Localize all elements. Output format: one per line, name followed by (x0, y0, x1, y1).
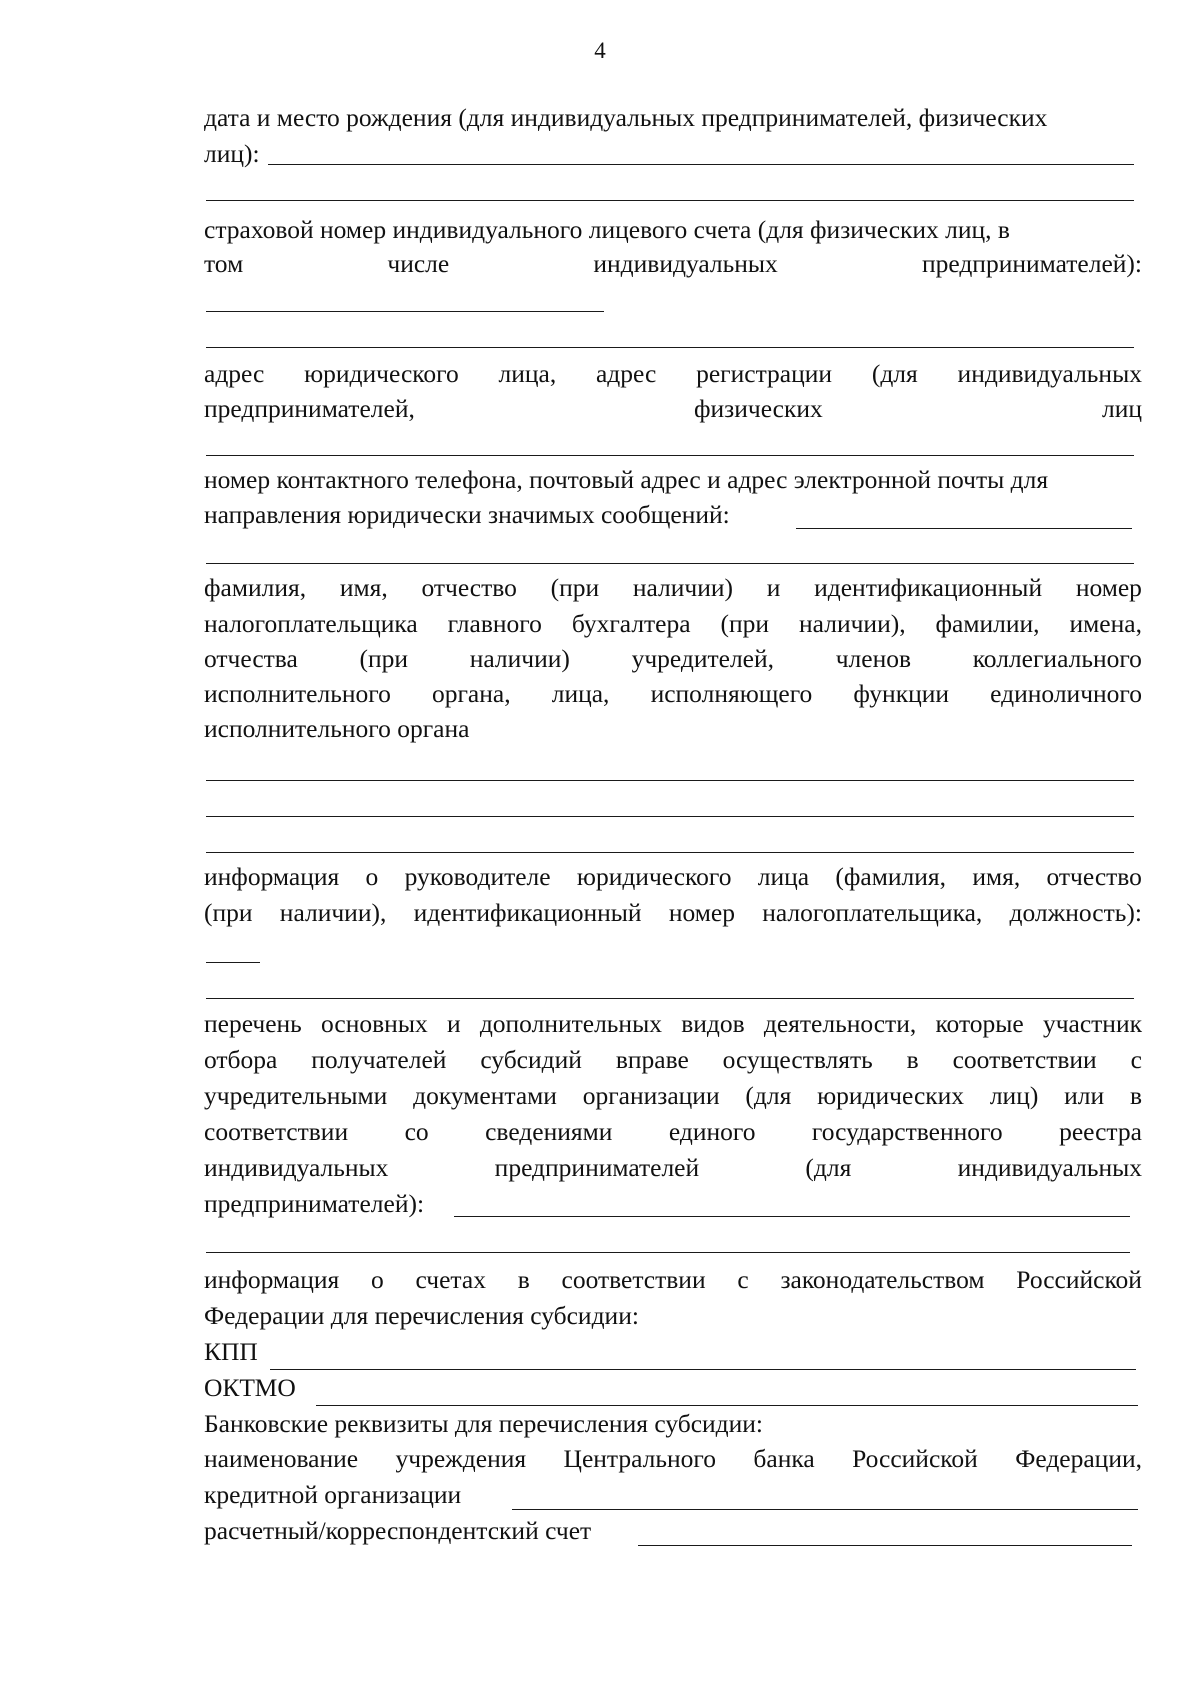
word: со (404, 1117, 429, 1146)
word: имя, (339, 573, 388, 602)
contacts-label-line2: направления юридически значимых сообщений: (204, 500, 730, 529)
activities-label-line3 (204, 1078, 1142, 1114)
word: отчество (1046, 862, 1142, 891)
word: в (1129, 1081, 1142, 1110)
word: адрес (595, 359, 657, 388)
word: отчества (204, 644, 298, 673)
word: единоличного (990, 679, 1142, 708)
word: главного (447, 609, 542, 638)
accountant-label-line4 (204, 676, 1142, 712)
word: юридического (576, 862, 732, 891)
word: юридических (817, 1081, 965, 1110)
word: единого (668, 1117, 756, 1146)
accountant-label-line2 (204, 606, 1142, 642)
word: идентификационный (814, 573, 1043, 602)
word: и (446, 1009, 461, 1038)
word: сведениями (485, 1117, 613, 1146)
word: документами (413, 1081, 557, 1110)
snils-input-line[interactable] (206, 311, 604, 312)
word: государственного (811, 1117, 1003, 1146)
activities-label-line5 (204, 1150, 1142, 1186)
activities-input-line[interactable] (454, 1216, 1130, 1217)
contacts-label-line1: номер контактного телефона, почтовый адрес и адрес электронной почты для (204, 465, 1049, 494)
word: предпринимателей, (204, 394, 415, 423)
word: наличии) (632, 573, 734, 602)
word: учредителей, (631, 644, 775, 673)
word: (для (871, 359, 918, 388)
word: перечень (204, 1009, 302, 1038)
accountant-label-line5: исполнительного органа (204, 714, 470, 743)
word: лица (757, 862, 810, 891)
word: наличии), (279, 898, 387, 927)
word: бухгалтера (571, 609, 691, 638)
address-input-line[interactable] (206, 455, 1134, 456)
word: налогоплательщика (204, 609, 418, 638)
word: соответствии (204, 1117, 349, 1146)
word: том (204, 249, 244, 278)
word: имя, (972, 862, 1021, 891)
accountant-input-line-1[interactable] (206, 780, 1134, 781)
word: видов (681, 1009, 745, 1038)
word: адрес (204, 359, 265, 388)
birth-label-line1: дата и место рождения (для индивидуальных предпринимателей, физических (204, 103, 1048, 132)
head-label-line1 (204, 859, 1142, 895)
word: индивидуальных (593, 249, 778, 278)
word: должность): (1009, 898, 1142, 927)
word: в (906, 1045, 919, 1074)
word: фамилия, (204, 573, 307, 602)
word: индивидуальных (957, 359, 1142, 388)
head-input-line-2[interactable] (206, 998, 1134, 999)
birth-input-line-2[interactable] (206, 200, 1134, 201)
word: учреждения (395, 1444, 527, 1473)
word: банка (753, 1444, 815, 1473)
word: Российской (852, 1444, 978, 1473)
word: индивидуальных (204, 1153, 389, 1182)
word: коллегиального (972, 644, 1142, 673)
word: законодательством (780, 1265, 985, 1294)
word: лиц) (989, 1081, 1039, 1110)
bank-label-line1 (204, 1441, 1142, 1477)
word: руководителе (404, 862, 551, 891)
snils-label-line1: страховой номер индивидуального лицевого счета (для физических лиц, в (204, 215, 1010, 244)
snils-label-line2 (204, 246, 1142, 282)
word: с (1130, 1045, 1142, 1074)
word: исполняющего (650, 679, 813, 708)
word: и (766, 573, 781, 602)
word: предпринимателей): (921, 249, 1142, 278)
word: наименование (204, 1444, 359, 1473)
word: (при (720, 609, 770, 638)
word: лиц (1101, 394, 1142, 423)
word: юридического (304, 359, 459, 388)
activities-label-line6: предпринимателей): (204, 1189, 425, 1218)
head-input-line[interactable] (206, 962, 260, 963)
bank-heading: Банковские реквизиты для перечисления субсидии: (204, 1409, 764, 1438)
word: физических (694, 394, 823, 423)
snils-input-line-2[interactable] (206, 347, 1134, 348)
word: или (1064, 1081, 1105, 1110)
word: соответствии (561, 1265, 706, 1294)
word: информация (204, 862, 340, 891)
word: лица, (498, 359, 557, 388)
word: учредительными (204, 1081, 388, 1110)
account-input-line[interactable] (638, 1545, 1132, 1546)
word: участник (1042, 1009, 1142, 1038)
word: в (517, 1265, 530, 1294)
word: (для (805, 1153, 852, 1182)
activities-label-line4 (204, 1114, 1142, 1150)
word: фамилии, (935, 609, 1040, 638)
accountant-input-line-2[interactable] (206, 816, 1134, 817)
word: Федерации, (1015, 1444, 1142, 1473)
account-label: расчетный/корреспондентский счет (204, 1516, 592, 1545)
word: имена, (1069, 609, 1142, 638)
word: реестра (1059, 1117, 1142, 1146)
word: о (365, 862, 379, 891)
word: Российской (1016, 1265, 1142, 1294)
contacts-input-line[interactable] (796, 528, 1132, 529)
bank-label-line2: кредитной организации (204, 1480, 462, 1509)
word: идентификационный (413, 898, 642, 927)
kpp-input-line[interactable] (270, 1369, 1136, 1370)
word: субсидий (480, 1045, 582, 1074)
accountant-label-line1 (204, 570, 1142, 606)
word: номер (668, 898, 735, 927)
word: деятельности, (763, 1009, 917, 1038)
contacts-input-line-2[interactable] (206, 563, 1134, 564)
word: индивидуальных (957, 1153, 1142, 1182)
word: наличии) (469, 644, 570, 673)
activities-input-line-2[interactable] (206, 1252, 1130, 1253)
word: предпринимателей (494, 1153, 700, 1182)
word: вправе (615, 1045, 689, 1074)
word: основных (321, 1009, 428, 1038)
word: регистрации (696, 359, 833, 388)
word: с (737, 1265, 749, 1294)
word: налогоплательщика, (762, 898, 983, 927)
birth-input-line[interactable] (268, 164, 1134, 165)
word: номер (1075, 573, 1142, 602)
activities-label-line2 (204, 1042, 1142, 1078)
oktmo-label: ОКТМО (204, 1373, 296, 1402)
accounts-label-line2: Федерации для перечисления субсидии: (204, 1301, 639, 1330)
word: (при (204, 898, 253, 927)
word: Центрального (563, 1444, 716, 1473)
word: соответствии (952, 1045, 1097, 1074)
birth-label-line2: лиц): (204, 139, 260, 168)
word: счетах (415, 1265, 486, 1294)
word: осуществлять (722, 1045, 873, 1074)
address-label-line1 (204, 356, 1142, 392)
word: органа, (431, 679, 511, 708)
word: членов (835, 644, 912, 673)
accounts-label-line1 (204, 1262, 1142, 1298)
word: получателей (311, 1045, 447, 1074)
word: исполнительного (204, 679, 391, 708)
word: функции (853, 679, 950, 708)
word: (при (359, 644, 409, 673)
word: числе (387, 249, 450, 278)
word: организации (582, 1081, 720, 1110)
accountant-label-line3 (204, 641, 1142, 677)
word: информация (204, 1265, 340, 1294)
word: (фамилия, (835, 862, 947, 891)
word: отбора (204, 1045, 278, 1074)
word: дополнительных (479, 1009, 662, 1038)
bank-name-input-line[interactable] (512, 1509, 1138, 1510)
page-number: 4 (594, 38, 606, 63)
word: наличии), (799, 609, 906, 638)
address-label-line2 (204, 391, 1142, 427)
kpp-label: КПП (204, 1337, 258, 1366)
word: (при (550, 573, 600, 602)
head-label-line2 (204, 895, 1142, 931)
word: о (370, 1265, 384, 1294)
word: отчество (421, 573, 517, 602)
word: которые (935, 1009, 1024, 1038)
activities-label-line1 (204, 1006, 1142, 1042)
word: (для (745, 1081, 792, 1110)
word: лица, (551, 679, 610, 708)
accountant-input-line-3[interactable] (206, 852, 1134, 853)
